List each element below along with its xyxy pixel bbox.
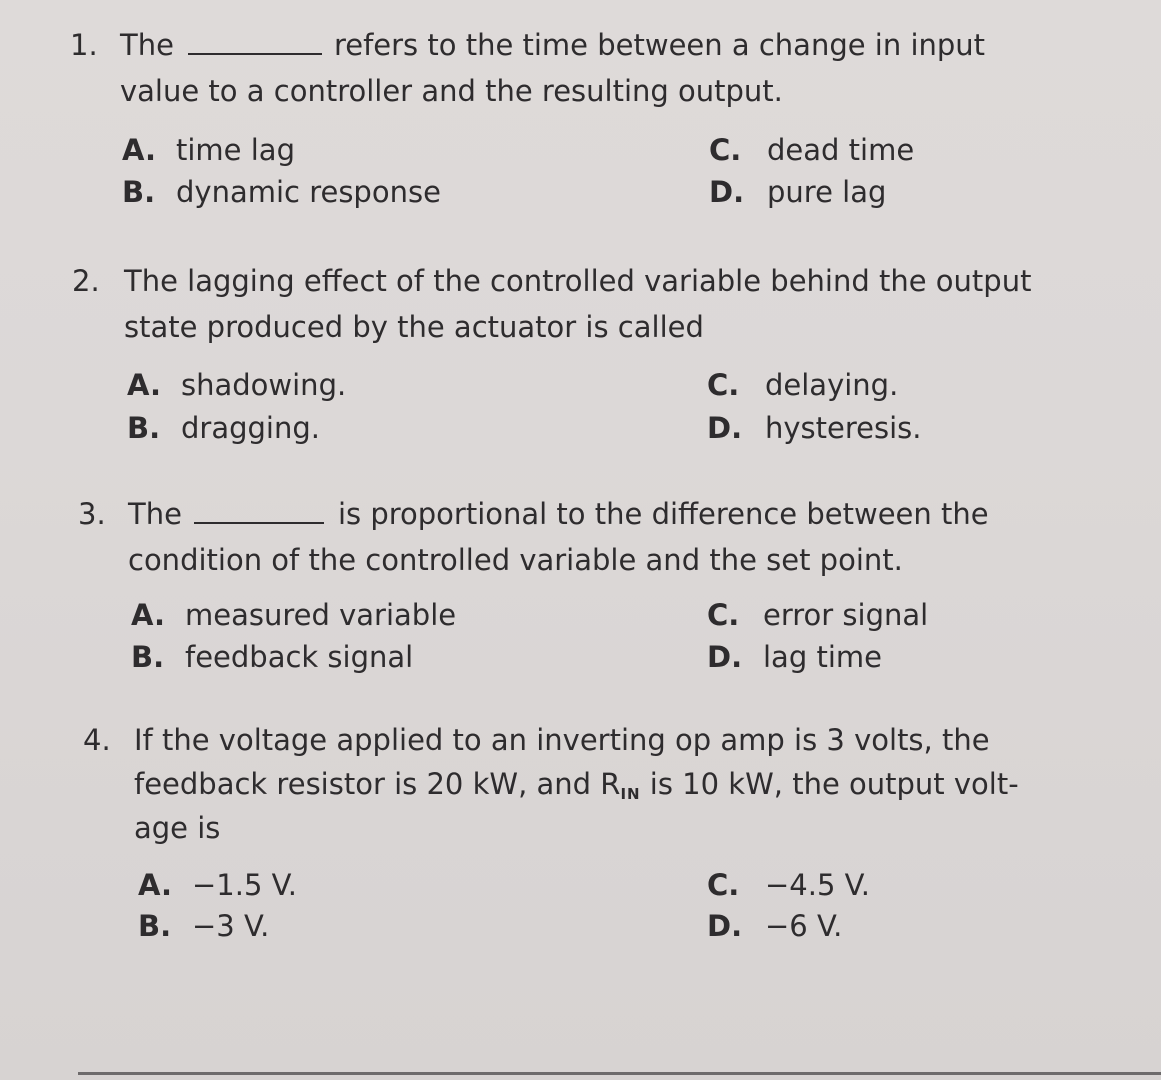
question-3-option-d[interactable]: [707, 640, 882, 674]
option-text: delaying.: [765, 368, 899, 402]
question-3-text-line-1: is proportional to the difference between the: [337, 497, 989, 531]
question-1-number: 1.: [70, 28, 98, 62]
question-2-option-b[interactable]: [127, 411, 320, 445]
question-4-option-a[interactable]: [138, 868, 297, 902]
option-letter: C.: [707, 868, 740, 902]
option-letter: A.: [131, 598, 165, 632]
option-text: error signal: [763, 598, 929, 632]
question-4-text-line-2a: feedback resistor is 20 kW, and R: [134, 767, 621, 801]
option-letter: D.: [707, 411, 743, 445]
question-3-answer-blank[interactable]: [194, 498, 324, 524]
question-1-line-1: [70, 22, 985, 68]
question-4-line-1: [83, 718, 1019, 762]
option-letter: C.: [707, 598, 740, 632]
question-4-option-b[interactable]: [138, 909, 269, 943]
question-1-option-a[interactable]: [122, 133, 295, 167]
option-letter: B.: [131, 640, 165, 674]
option-text: dead time: [767, 133, 915, 167]
question-1-option-b[interactable]: [122, 175, 441, 209]
option-text: dragging.: [181, 411, 320, 445]
question-3-line-1: [78, 491, 989, 537]
question-4-line-2: [83, 762, 1019, 806]
question-2-text-line-2: state produced by the actuator is called: [124, 310, 704, 344]
question-1-text-line-2: value to a controller and the resulting output.: [120, 74, 783, 108]
question-4-option-c[interactable]: [707, 868, 870, 902]
option-letter: B.: [138, 909, 172, 943]
option-text: dynamic response: [176, 175, 441, 209]
question-4-subscript: IN: [620, 785, 641, 803]
question-1: [70, 22, 985, 114]
question-4: [83, 718, 1019, 850]
question-1-option-c[interactable]: [709, 133, 914, 167]
question-1-text-line-1: refers to the time between a change in input: [333, 28, 986, 62]
option-text: pure lag: [767, 175, 887, 209]
question-3-text-line-2: condition of the controlled variable and the set point.: [128, 543, 903, 577]
question-2: [72, 258, 1031, 350]
question-2-option-a[interactable]: [127, 368, 346, 402]
option-letter: A.: [122, 133, 156, 167]
option-letter: A.: [127, 368, 161, 402]
question-3-option-a[interactable]: [131, 598, 456, 632]
question-4-option-d[interactable]: [707, 909, 842, 943]
question-2-option-d[interactable]: [707, 411, 921, 445]
bottom-rule-divider: [78, 1072, 1161, 1075]
option-text: −1.5 V.: [192, 868, 297, 902]
question-2-number: 2.: [72, 264, 100, 298]
question-2-line-1: [72, 258, 1031, 304]
question-1-option-d[interactable]: [709, 175, 886, 209]
question-4-text-line-3: age is: [134, 811, 221, 845]
question-2-text-line-1: The lagging effect of the controlled variable behind the output: [124, 264, 1032, 298]
option-text: −6 V.: [765, 909, 843, 943]
option-letter: A.: [138, 868, 172, 902]
option-text: time lag: [176, 133, 295, 167]
question-4-number: 4.: [83, 723, 111, 757]
option-text: hysteresis.: [765, 411, 922, 445]
option-text: −4.5 V.: [765, 868, 870, 902]
question-3-option-c[interactable]: [707, 598, 928, 632]
option-text: shadowing.: [181, 368, 347, 402]
question-3-lead: The: [128, 497, 182, 531]
question-1-answer-blank[interactable]: [188, 29, 322, 55]
question-2-option-c[interactable]: [707, 368, 898, 402]
option-letter: C.: [707, 368, 740, 402]
option-letter: B.: [127, 411, 161, 445]
option-text: measured variable: [185, 598, 457, 632]
option-letter: D.: [707, 909, 743, 943]
option-letter: C.: [709, 133, 742, 167]
option-text: feedback signal: [185, 640, 414, 674]
question-4-text-line-2b: is 10 kW, the output volt-: [640, 767, 1019, 801]
question-3-number: 3.: [78, 497, 106, 531]
option-letter: D.: [709, 175, 745, 209]
question-3: [78, 491, 989, 583]
option-letter: D.: [707, 640, 743, 674]
option-text: lag time: [763, 640, 882, 674]
question-1-lead: The: [120, 28, 174, 62]
question-3-option-b[interactable]: [131, 640, 413, 674]
option-letter: B.: [122, 175, 156, 209]
question-4-text-line-1: If the voltage applied to an inverting op amp is 3 volts, the: [134, 723, 990, 757]
option-text: −3 V.: [192, 909, 270, 943]
